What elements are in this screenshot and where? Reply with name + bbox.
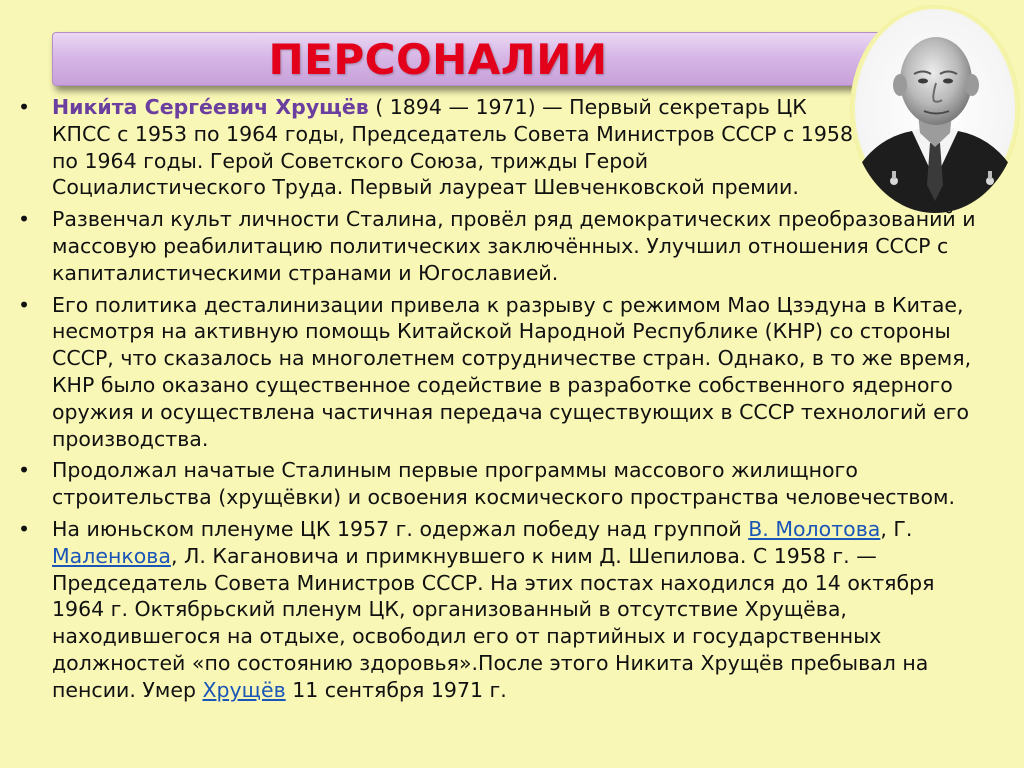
bullet-text-run: , Л. Кагановича и примкнувшего к ним Д. Шепилова. С 1958 г. — Председатель Совета Министров СССР. На этих постах находился до 14 октября 1964 г. Октябрьский пленум ЦК, организованный в отсутствие Хрущёва, находившегося на отдыхе, освободил его от партийных и государственных должностей «по состоянию здоровья».После этого Никита Хрущёв пребывал на пенсии. Умер: [52, 543, 935, 702]
bullet-text: [52, 94, 1016, 201]
bullet-item: [16, 292, 1016, 453]
bullet-text-run: ( 1894 — 1971) — Первый секретарь ЦК КПСС с 1953 по 1964 годы, Председатель Совета Министров СССР с 1958 по 1964 годы. Герой Советского Союза, трижды Герой Социалистического Труда. Первый лауреат Шевченковской премии.: [52, 95, 853, 200]
bullet-marker: •: [18, 292, 31, 317]
bullet-text-run: , Г.: [880, 516, 913, 541]
bullet-list: [16, 94, 1016, 709]
bullet-item: [16, 457, 1016, 511]
bullet-text-run: Его политика десталинизации привела к разрыву с режимом Мао Цзэдуна в Китае, несмотря на активную помощь Китайской Народной Республике (КНР) со стороны СССР, что сказалось на многолетнем сотрудничестве стран. Однако, в то же время, КНР было оказано существенное содействие в разработке собственного ядерного оружия и осуществлена частичная передача существующих в СССР технологий его производства.: [52, 292, 972, 451]
bullet-marker: •: [18, 207, 31, 232]
bullet-marker: •: [18, 516, 31, 541]
slide-title: ПЕРСОНАЛИИ: [268, 34, 608, 84]
bullet-text-run: На июньском пленуме ЦК 1957 г. одержал победу над группой: [52, 516, 749, 541]
bullet-item: [16, 94, 1016, 201]
bullet-marker: •: [18, 95, 31, 119]
malenkov-link[interactable]: Маленкова: [52, 543, 171, 568]
bullet-marker: •: [18, 458, 31, 483]
bullet-item: [16, 206, 1016, 286]
bullet-text-run: Продолжал начатые Сталиным первые программы массового жилищного строительства (хрущёвки) и освоения космического пространства человечеством.: [52, 458, 956, 510]
bullet-text: [52, 457, 1016, 511]
bullet-text-run: Развенчал культ личности Сталина, провёл ряд демократических преобразований и массовую реабилитацию политических заключённых. Улучшил отношения СССР с капиталистическими странами и Югославией.: [52, 207, 976, 285]
bullet-item: [16, 516, 1016, 704]
title-banner: [52, 32, 904, 86]
molotov-link[interactable]: В. Молотова: [748, 516, 881, 541]
khrushchev-link[interactable]: Хрущёв: [202, 677, 286, 702]
person-name: Ники́та Серге́евич Хрущёв: [52, 95, 369, 119]
bullet-text: [52, 292, 1016, 453]
bullet-text: [52, 206, 1016, 286]
bullet-text-run: 11 сентября 1971 г.: [285, 677, 507, 702]
bullet-text: [52, 516, 1016, 704]
